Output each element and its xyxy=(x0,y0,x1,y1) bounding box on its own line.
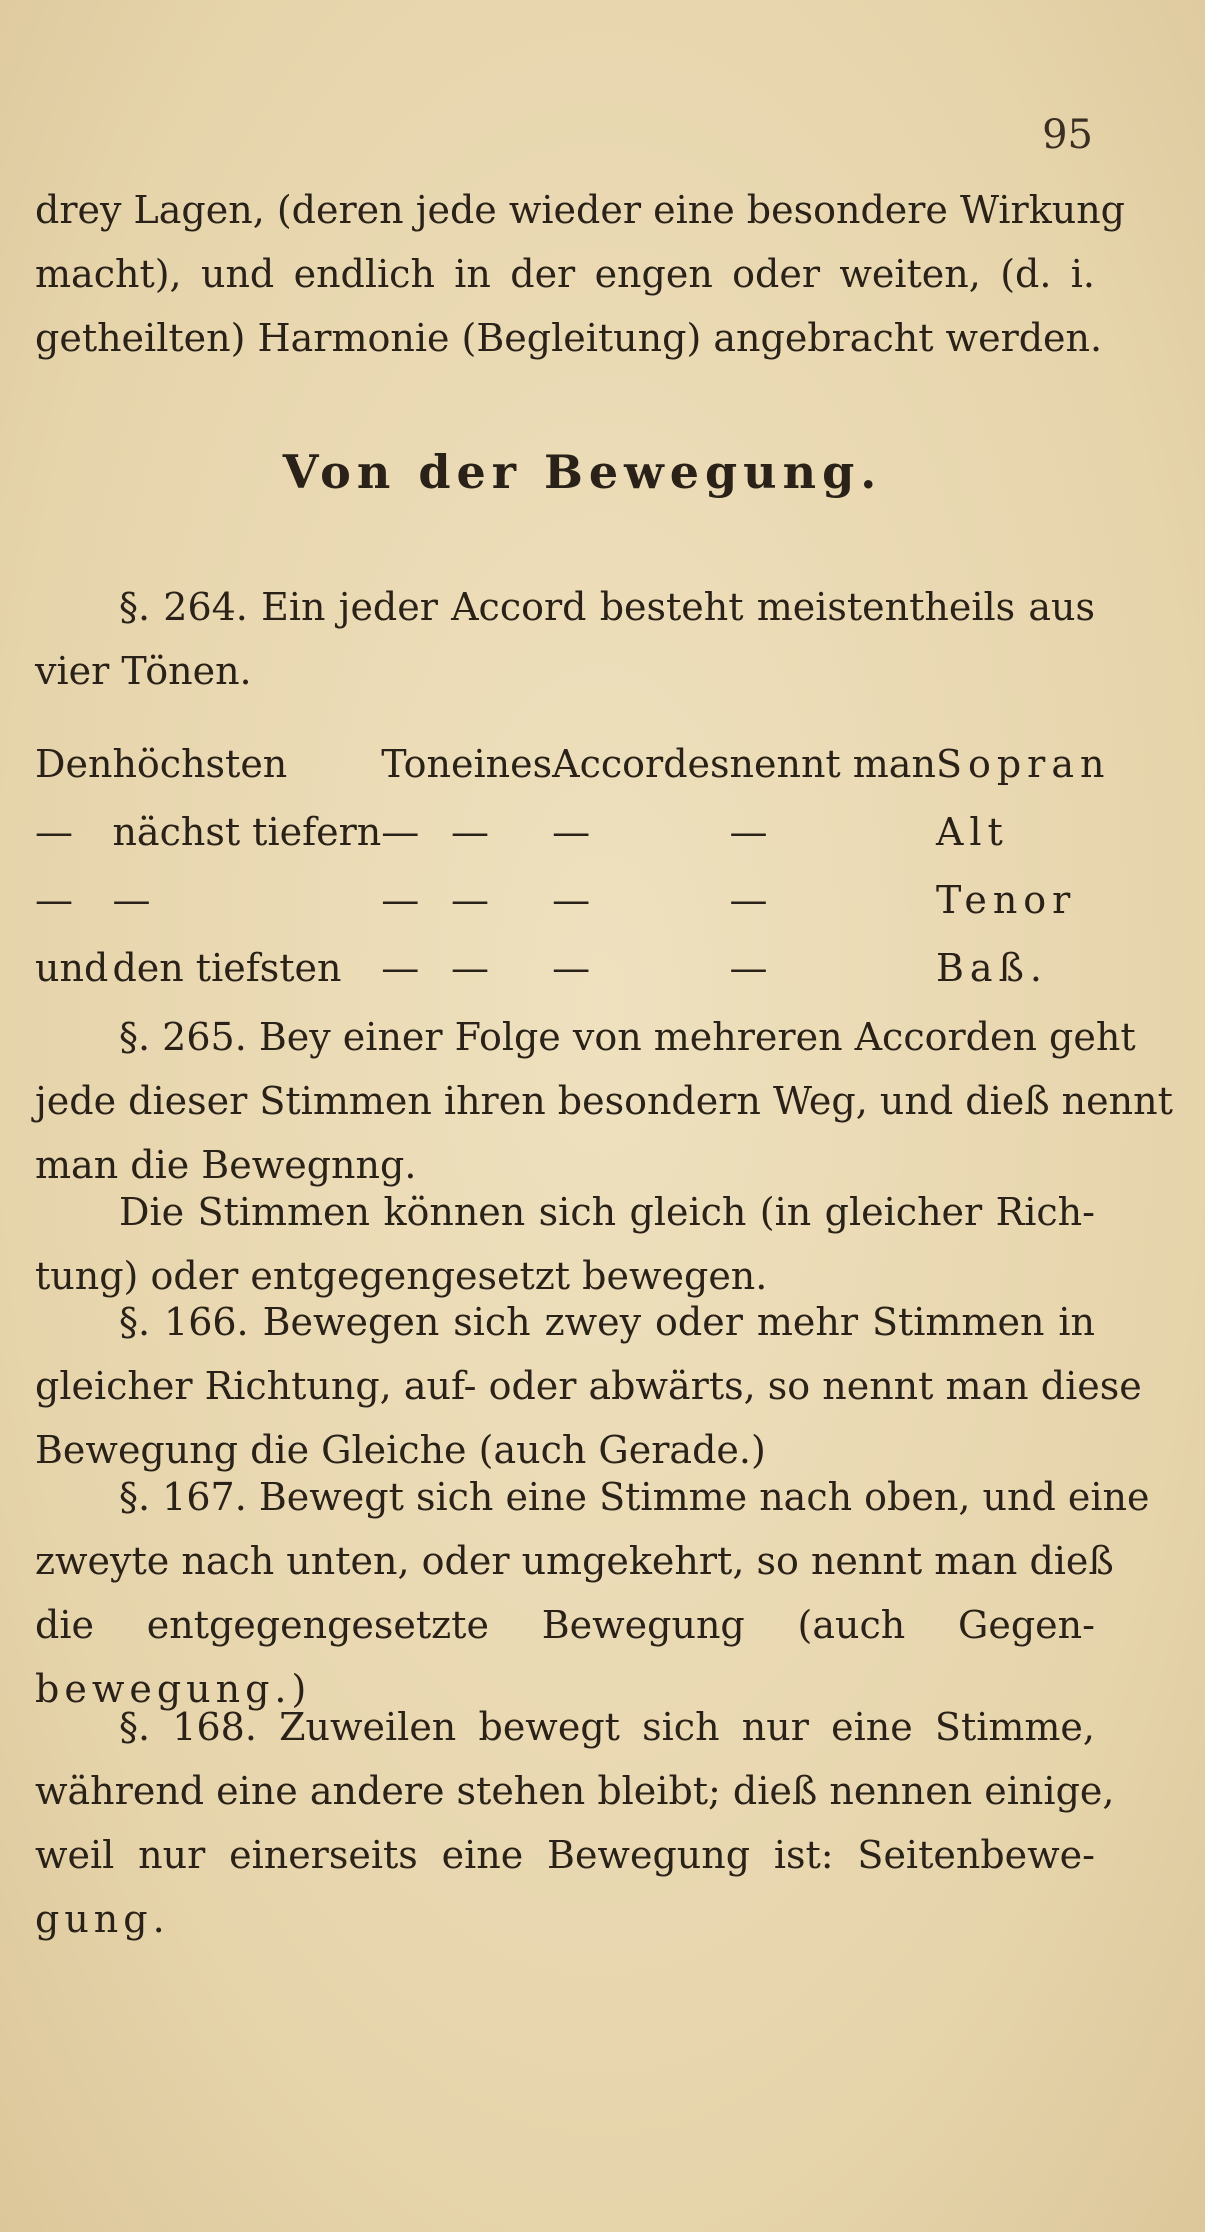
table-cell: nächst tiefern xyxy=(112,810,382,854)
table-cell: — xyxy=(552,946,591,990)
table-cell: — xyxy=(451,878,490,922)
text-line: man die Bewegnng. xyxy=(35,1143,417,1187)
voice-names-table xyxy=(35,730,1110,1002)
table-row xyxy=(35,934,1110,1002)
voice-name: Alt xyxy=(935,810,1009,854)
paragraph-167 xyxy=(35,1465,1150,1721)
table-cell: höchsten xyxy=(112,742,288,786)
table-row xyxy=(35,730,1110,798)
text-line: weil nur einerseits eine Bewegung ist: Seitenbewe- xyxy=(35,1833,1095,1877)
table-cell: — xyxy=(552,878,591,922)
table-cell: — xyxy=(451,810,490,854)
text-line: vier Tönen. xyxy=(35,649,252,693)
table-cell: Ton xyxy=(381,742,452,786)
table-cell: — xyxy=(451,946,490,990)
table-cell: — xyxy=(381,878,420,922)
voice-name: Tenor xyxy=(935,878,1077,922)
table-cell: — xyxy=(35,878,73,922)
text-line: Bewegung die Gleiche (auch Gerade.) xyxy=(35,1428,766,1472)
table-cell: nennt man xyxy=(729,742,936,786)
voice-name: Sopran xyxy=(935,742,1111,786)
table-cell: — xyxy=(35,810,73,854)
text-line: Die Stimmen können sich gleich (in gleicher Rich- xyxy=(119,1190,1095,1234)
table-cell: — xyxy=(729,946,768,990)
text-line: §. 167. Bewegt sich eine Stimme nach oben, und eine xyxy=(119,1475,1150,1519)
voice-name: Baß. xyxy=(935,946,1048,990)
text-line: während eine andere stehen bleibt; dieß nennen einige, xyxy=(35,1769,1115,1813)
text-line: tung) oder entgegengesetzt bewegen. xyxy=(35,1254,768,1298)
text-line: §. 166. Bewegen sich zwey oder mehr Stimmen in xyxy=(119,1300,1095,1344)
text-line: getheilten) Harmonie (Begleitung) angebracht werden. xyxy=(35,316,1103,360)
text-line: macht), und endlich in der engen oder weiten, (d. i. xyxy=(35,252,1095,296)
table-cell: eines xyxy=(451,742,553,786)
table-cell: — xyxy=(381,946,420,990)
page-number: 95 xyxy=(1042,112,1093,158)
section-heading: Von der Bewegung. xyxy=(282,445,883,499)
paragraph-168 xyxy=(35,1695,1115,1951)
table-cell: — xyxy=(729,878,768,922)
paragraph-166 xyxy=(35,1290,1142,1482)
table-cell: den tiefsten xyxy=(112,946,342,990)
text-line: §. 168. Zuweilen bewegt sich nur eine Stimme, xyxy=(119,1705,1095,1749)
text-line: bewegung.) xyxy=(35,1667,312,1711)
table-cell: Den xyxy=(35,742,113,786)
paragraph-stimmen xyxy=(35,1180,1095,1308)
text-line: drey Lagen, (deren jede wieder eine besondere Wirkung xyxy=(35,188,1125,232)
paragraph-265 xyxy=(35,1005,1173,1197)
text-line: gleicher Richtung, auf- oder abwärts, so nennt man diese xyxy=(35,1364,1142,1408)
table-cell: — xyxy=(729,810,768,854)
table-cell: — xyxy=(552,810,591,854)
text-line: jede dieser Stimmen ihren besondern Weg, und dieß nennt xyxy=(35,1079,1173,1123)
paragraph-264 xyxy=(35,575,1095,703)
table-row xyxy=(35,798,1110,866)
table-cell: — xyxy=(381,810,420,854)
text-line: §. 265. Bey einer Folge von mehreren Accorden geht xyxy=(119,1015,1136,1059)
text-line: gung. xyxy=(35,1897,170,1941)
table-cell: — xyxy=(112,878,151,922)
table-cell: Accordes xyxy=(552,742,730,786)
intro-paragraph xyxy=(35,178,1125,370)
table-row xyxy=(35,866,1110,934)
text-line: zweyte nach unten, oder umgekehrt, so nennt man dieß xyxy=(35,1539,1114,1583)
table-cell: und xyxy=(35,946,109,990)
text-line: §. 264. Ein jeder Accord besteht meistentheils aus xyxy=(119,585,1095,629)
text-line: die entgegengesetzte Bewegung (auch Gegen- xyxy=(35,1603,1095,1647)
